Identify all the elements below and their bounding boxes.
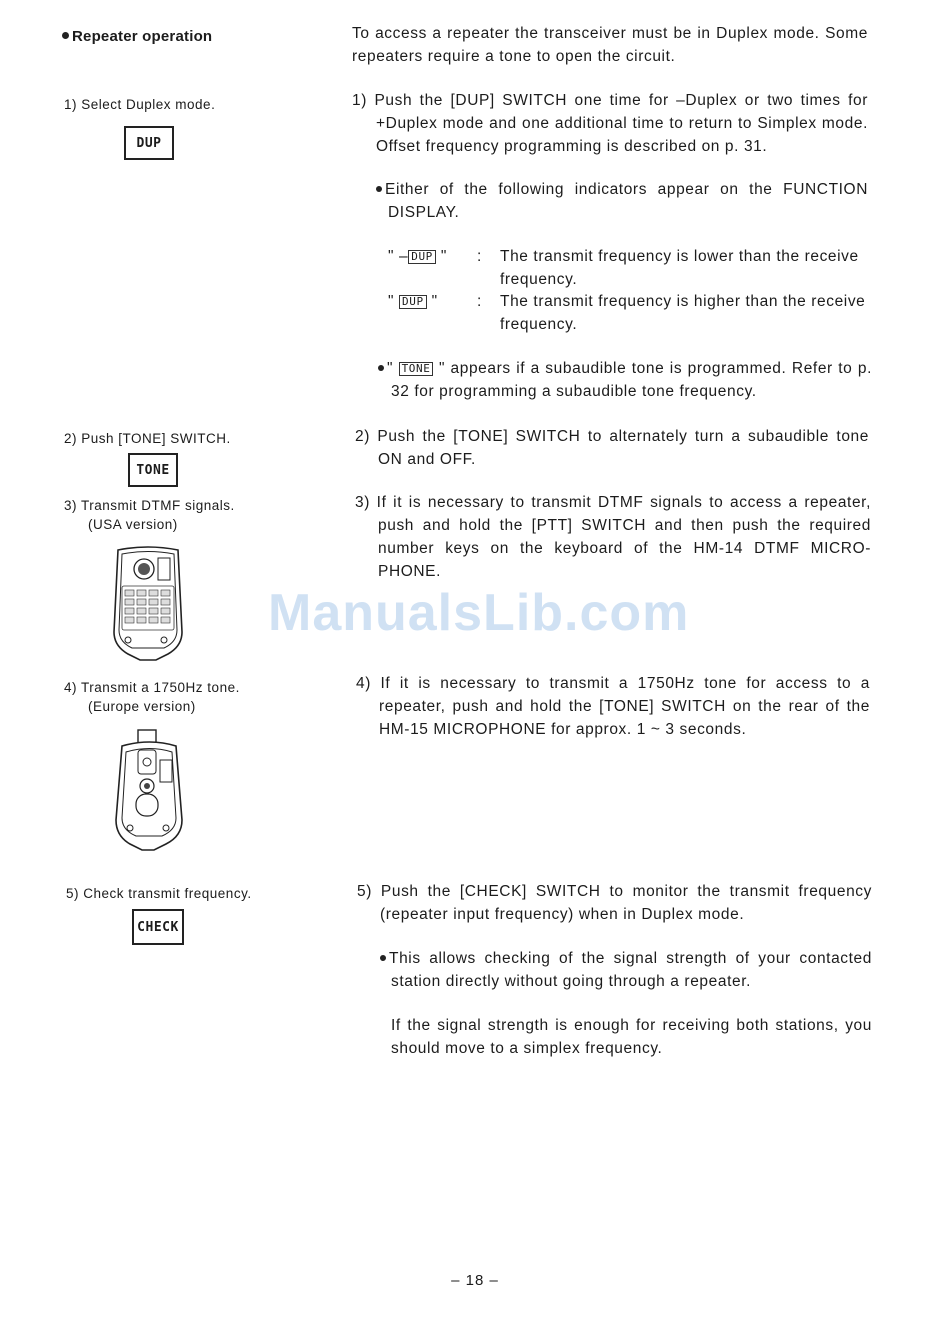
indicator-plus-dup xyxy=(388,290,438,313)
dup-key-icon: DUP xyxy=(124,126,174,160)
dup-indicator-icon: DUP xyxy=(399,295,427,309)
step-5-note xyxy=(380,947,872,993)
quote-close: " xyxy=(435,248,447,265)
watermark: ManualsLib.com xyxy=(268,584,690,642)
page-number: – 18 – xyxy=(451,1272,499,1289)
dup-indicator-icon: DUP xyxy=(408,250,436,264)
left-step-3-version: (USA version) xyxy=(88,517,178,532)
step-5-note-2: If the signal strength is enough for receiving both stations, you should move to a simplex frequency. xyxy=(391,1017,872,1057)
indicator-1-desc: The transmit frequency is lower than the receive frequency. xyxy=(500,248,859,288)
quote-open: " – xyxy=(388,248,409,265)
indicators-note xyxy=(376,178,868,224)
left-step-4: 4) Transmit a 1750Hz tone. xyxy=(64,680,240,695)
quote-close: " xyxy=(426,293,438,310)
bullet-icon xyxy=(380,955,386,961)
bullet-icon xyxy=(378,365,384,371)
right-step-4: 4) If it is necessary to transmit a 1750Hz tone for access to a repeater, push and hold the [TONE] SWITCH on the rear of the HM-15 MICROPHONE for approx. 1 ~ 3 seconds. xyxy=(356,675,870,738)
right-step-5: 5) Push the [CHECK] SWITCH to monitor the transmit frequency (repeater input frequency) when in Duplex mode. xyxy=(357,883,872,923)
hm15-microphone-icon xyxy=(110,728,190,852)
left-step-4-version: (Europe version) xyxy=(88,699,196,714)
indicators-note-text: Either of the following indicators appear on the FUNCTION DISPLAY. xyxy=(385,181,868,221)
bullet-icon xyxy=(376,186,382,192)
quote-open: " xyxy=(388,293,400,310)
left-step-2: 2) Push [TONE] SWITCH. xyxy=(64,431,231,446)
quote-open: " xyxy=(387,360,399,377)
right-step-3: 3) If it is necessary to transmit DTMF signals to access a repeater, push and hold the [PTT] SWITCH and then push the required number keys on the keyboard of the HM-14 DTMF MICRO-PHONE. xyxy=(355,494,871,580)
heading-text: Repeater operation xyxy=(72,28,213,45)
indicator-2-colon: : xyxy=(477,293,482,310)
left-step-5: 5) Check transmit frequency. xyxy=(66,886,252,901)
tone-note-text: " appears if a subaudible tone is programmed. Refer to p. 32 for programming a subaudible tone frequency. xyxy=(391,360,872,400)
intro-text: To access a repeater the transceiver must be in Duplex mode. Some repeaters require a tone to open the circuit. xyxy=(352,25,868,65)
indicator-2-desc: The transmit frequency is higher than the receive frequency. xyxy=(500,293,866,333)
tone-key-icon: TONE xyxy=(128,453,178,487)
indicator-minus-dup xyxy=(388,245,447,268)
tone-indicator-icon: TONE xyxy=(399,362,434,376)
left-step-3: 3) Transmit DTMF signals. xyxy=(64,498,235,513)
check-key-icon: CHECK xyxy=(132,909,184,945)
left-step-1: 1) Select Duplex mode. xyxy=(64,97,216,112)
step-5-note-text: This allows checking of the signal strength of your contacted station directly without going through a repeater. xyxy=(389,950,872,990)
section-heading xyxy=(62,28,212,45)
indicator-1-colon: : xyxy=(477,248,482,265)
dtmf-microphone-icon xyxy=(108,546,188,664)
tone-note xyxy=(378,357,872,403)
right-step-1: 1) Push the [DUP] SWITCH one time for –Duplex or two times for +Duplex mode and one additional time to return to Simplex mode. Offset frequency programming is described on p. 31. xyxy=(352,92,868,155)
bullet-icon xyxy=(62,32,69,39)
right-step-2: 2) Push the [TONE] SWITCH to alternately turn a subaudible tone ON and OFF. xyxy=(355,428,869,468)
